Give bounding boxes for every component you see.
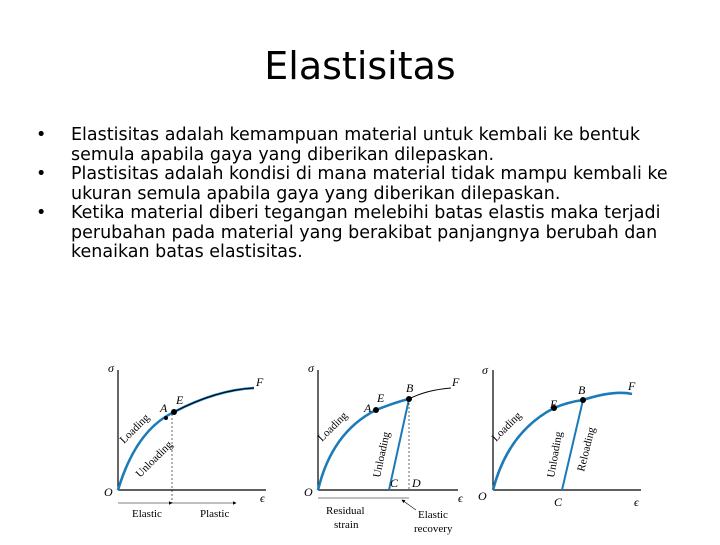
- panel-3-E-label: E: [550, 397, 558, 411]
- panel-1-E-label: E: [176, 393, 184, 407]
- panel-3-diagram: [478, 363, 641, 509]
- panel-2-plastic-curve: [409, 388, 451, 399]
- panel-3-point-B: [580, 397, 586, 403]
- panel-3-reloading-curve: [583, 393, 632, 400]
- panel-2-epsilon-label: ϵ: [458, 491, 463, 505]
- panel-2-origin-label: O: [304, 485, 313, 499]
- panel-3-origin-label: O: [478, 489, 487, 503]
- panel-2-elastic-rec-pointer: [402, 500, 416, 510]
- panel-2-elastic-rec-label-1: Elastic: [418, 509, 448, 521]
- panel-2-C-label: C: [390, 476, 399, 490]
- panel-1-sigma-label: σ: [108, 361, 114, 375]
- panel-2-sigma-label: σ: [308, 361, 314, 375]
- panel-2-residual-label-2: strain: [334, 519, 359, 531]
- panel-2-B-label: B: [406, 381, 414, 395]
- stress-strain-diagrams: [96, 360, 668, 540]
- bullet-item: [36, 126, 686, 165]
- panel-1-plastic-curve: [174, 388, 254, 412]
- panel-2-unloading-label: Unloading: [371, 430, 393, 479]
- panel-2-elastic-rec-label-2: recovery: [414, 523, 453, 535]
- panel-2-loading-label: Loading: [315, 409, 351, 445]
- bullet-marker: •: [36, 164, 47, 184]
- panel-1-point-E: [171, 409, 177, 415]
- panel-3-epsilon-label: ϵ: [634, 495, 639, 509]
- panel-3-sigma-label: σ: [482, 363, 488, 377]
- bullet-list: [36, 126, 686, 263]
- panel-2-D-label: D: [412, 476, 421, 490]
- panel-3-reloading-label: Reloading: [575, 425, 598, 473]
- panel-3-B-label: B: [578, 383, 586, 397]
- panel-2-point-E: [373, 407, 379, 413]
- panel-2-residual-label-1: Residual: [326, 505, 365, 517]
- panel-1-F-label: F: [256, 375, 264, 389]
- bullet-marker: •: [36, 203, 47, 223]
- panel-3-C-label: C: [554, 495, 563, 509]
- bullet-text: Plastisitas adalah kondisi di mana material tidak mampu kembali ke ukuran semula apabila gaya yang diberikan dilepaskan.: [71, 164, 668, 204]
- panel-1-origin-label: O: [104, 485, 113, 499]
- panel-2-point-B: [406, 396, 412, 402]
- panel-3-loading-curve: [493, 400, 583, 490]
- panel-2-A-label: A: [364, 401, 372, 415]
- bullet-marker: •: [36, 125, 47, 145]
- panel-2-F-label: F: [452, 375, 460, 389]
- bullet-text: Ketika material diberi tegangan melebihi batas elastis maka terjadi perubahan pada material yang berakibat panjangnya berubah dan kenaikan batas elastisitas.: [71, 203, 661, 262]
- slide-title: Elastisitas: [264, 44, 456, 88]
- panel-3-unloading-line: [562, 400, 583, 490]
- stress-strain-figure: [96, 360, 668, 540]
- panel-1-elastic-label: Elastic: [132, 508, 162, 520]
- bullet-item: [36, 165, 686, 204]
- panel-1-plastic-label: Plastic: [200, 508, 230, 520]
- bullet-text: Elastisitas adalah kemampuan material untuk kembali ke bentuk semula apabila gaya yang diberikan dilepaskan.: [71, 125, 640, 165]
- panel-1-unloading-label: Unloading: [133, 438, 175, 481]
- bullet-item: [36, 204, 686, 263]
- panel-2-E-label: E: [377, 391, 385, 405]
- panel-1-epsilon-label: ϵ: [260, 491, 265, 505]
- panel-3-unloading-label: Unloading: [545, 430, 566, 479]
- panel-1-A-label: A: [160, 401, 168, 415]
- panel-2-diagram: [304, 361, 464, 535]
- panel-3-F-label: F: [628, 379, 636, 393]
- panel-3-loading-label: Loading: [489, 409, 525, 445]
- panel-1-diagram: [104, 361, 266, 520]
- panel-1-point-A: [164, 416, 168, 420]
- panel-1-loading-label: Loading: [117, 411, 153, 447]
